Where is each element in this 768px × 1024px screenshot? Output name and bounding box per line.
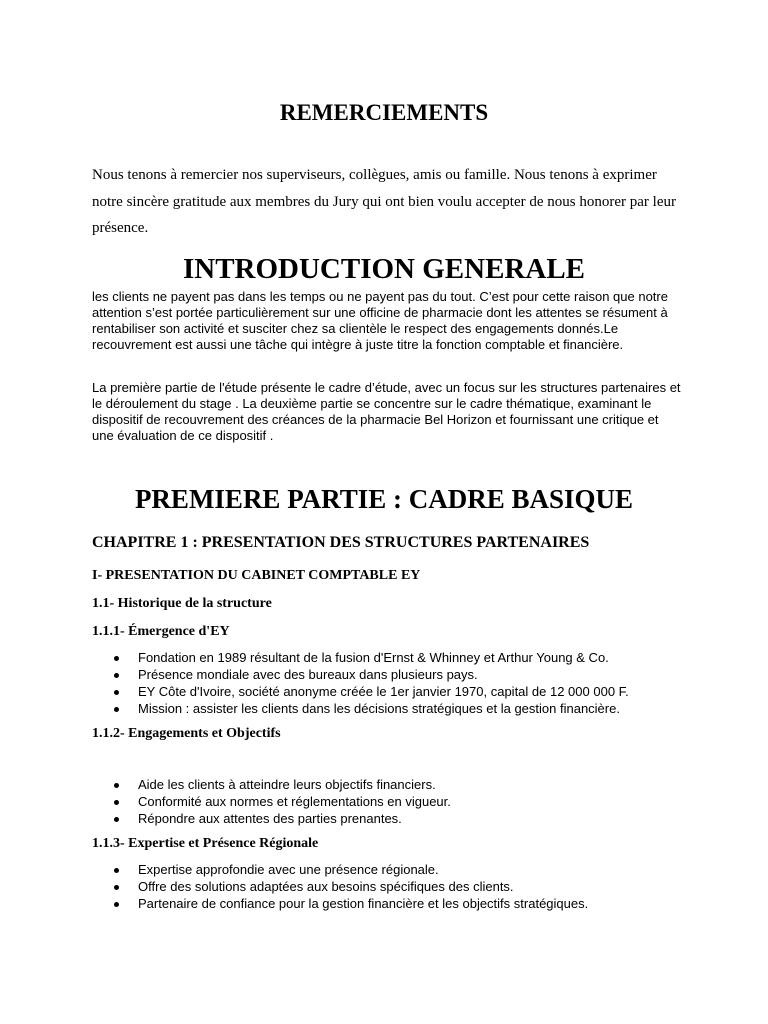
bullet-icon (114, 783, 119, 788)
list-item (92, 810, 692, 827)
list-item (92, 861, 692, 878)
bullet-icon (114, 868, 119, 873)
list-item-text: Fondation en 1989 résultant de la fusion d'Ernst & Whinney et Arthur Young & Co. (138, 650, 609, 665)
emergence-list (92, 649, 692, 717)
bullet-icon (114, 707, 119, 712)
list-item-text: Répondre aux attentes des parties prenantes. (138, 811, 402, 826)
engagements-list (92, 776, 692, 827)
section-1-1-2-heading: 1.1.2- Engagements et Objectifs (92, 726, 281, 741)
bullet-icon (114, 800, 119, 805)
section-1-1-1-heading: 1.1.1- Émergence d'EY (92, 624, 230, 639)
list-item (92, 793, 692, 810)
list-item-text: Présence mondiale avec des bureaux dans plusieurs pays. (138, 667, 478, 682)
bullet-icon (114, 656, 119, 661)
list-item (92, 649, 692, 666)
list-item-text: Aide les clients à atteindre leurs objectifs financiers. (138, 777, 436, 792)
remerciements-title: REMERCIEMENTS (279, 100, 489, 125)
list-item (92, 666, 692, 683)
section-i-heading: I- PRESENTATION DU CABINET COMPTABLE EY (92, 568, 421, 583)
list-item-text: Expertise approfondie avec une présence régionale. (138, 862, 439, 877)
bullet-icon (114, 902, 119, 907)
partie-title: PREMIERE PARTIE : CADRE BASIQUE (134, 484, 634, 514)
bullet-icon (114, 817, 119, 822)
expertise-list (92, 861, 692, 912)
list-item (92, 895, 692, 912)
list-item-text: EY Côte d'Ivoire, société anonyme créée le 1er janvier 1970, capital de 12 000 000 F. (138, 684, 629, 699)
bullet-icon (114, 673, 119, 678)
remerciements-paragraph: Nous tenons à remercier nos superviseurs, collègues, amis ou famille. Nous tenons à exprimer notre sincère gratitude aux membres du Jury qui ont bien voulu accepter de nous honorer par leur présence. (92, 167, 676, 236)
list-item-text: Partenaire de confiance pour la gestion financière et les objectifs stratégiques. (138, 896, 589, 911)
list-item (92, 683, 692, 700)
chapter-heading: CHAPITRE 1 : PRESENTATION DES STRUCTURES PARTENAIRES (92, 534, 590, 551)
list-item-text: Offre des solutions adaptées aux besoins spécifiques des clients. (138, 879, 514, 894)
list-item (92, 700, 692, 717)
list-item-text: Conformité aux normes et réglementations en vigueur. (138, 794, 451, 809)
list-item (92, 776, 692, 793)
section-1-1-3-heading: 1.1.3- Expertise et Présence Régionale (92, 836, 319, 851)
bullet-icon (114, 690, 119, 695)
introduction-paragraph-1: les clients ne payent pas dans les temps ou ne payent pas du tout. C’est pour cette raison que notre attention s’est portée particulièrement sur une officine de pharmacie dont les attentes se résument à rentabiliser son activité et susciter chez sa clientèle le respect des engagements donnés.Le recouvrement est aussi une tâche qui intègre à juste titre la fonction comptable et financière. (92, 289, 668, 352)
list-item (92, 878, 692, 895)
section-1-1-heading: 1.1- Historique de la structure (92, 596, 272, 611)
list-item-text: Mission : assister les clients dans les décisions stratégiques et la gestion financière. (138, 701, 620, 716)
introduction-title: INTRODUCTION GENERALE (182, 253, 586, 285)
bullet-icon (114, 885, 119, 890)
introduction-paragraph-2: La première partie de l'étude présente le cadre d’étude, avec un focus sur les structures partenaires et le déroulement du stage . La deuxième partie se concentre sur le cadre thématique, examinant le dispositif de recouvrement des créances de la pharmacie Bel Horizon et fournissant une critique et une évaluation de ce dispositif . (92, 380, 681, 443)
